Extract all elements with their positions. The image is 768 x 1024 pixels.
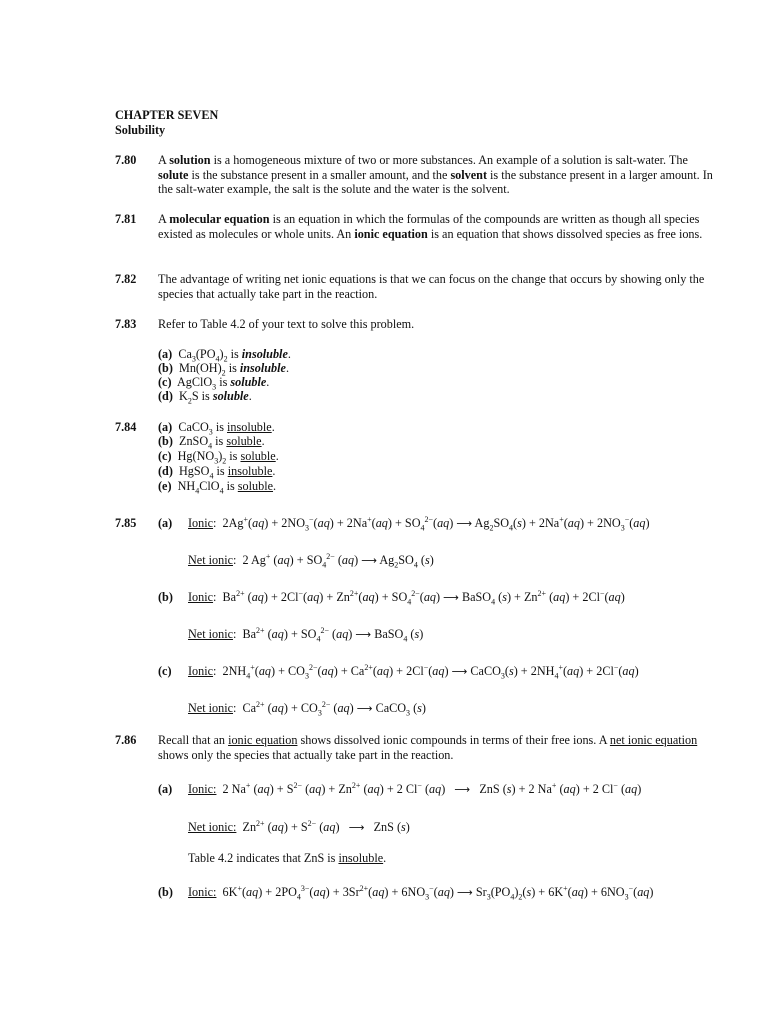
problem-text: A solution is a homogeneous mixture of two or more substances. An example of a solution is salt-water. The solute is the substance present in a smaller amount, and the solvent is the substance present in a larger amount. In the salt-water example, the salt is the solute and the water is the solvent. [158,153,713,196]
problem-number: 7.84 [115,420,137,434]
problem-text: Recall that an ionic equation shows dissolved ionic compounds in terms of their free ions. A net ionic equation shows only the species that actually take part in the reaction. [158,733,698,762]
problem-text: The advantage of writing net ionic equations is that we can focus on the change that occurs by showing only the species that actually take part in the reaction. [158,272,705,301]
answer-item: (b) $Mn(OH)_2$ is insoluble. [158,361,289,378]
ionic-equation: Ionic: $2NH_4^+(aq) + CO_3^{2-}(aq) + Ca^{2+}(aq) + 2Cl^-(aq)$ ⟶ CaCO$_3$(s) + $2NH_4^+(aq) + 2Cl^-(aq)$ [188,662,639,681]
problem-number: 7.85 [115,516,137,530]
part-label: (c) [158,664,172,678]
answer-item: (e) $NH_4ClO_4$ is soluble. [158,479,277,496]
problem-number: 7.82 [115,272,137,286]
answer-item: (c) AgClO$_3$ is soluble. [158,375,270,392]
ionic-equation: Ionic: 2 Na+ $(aq) + S^{2-}$ $(aq) + Zn^{2+}$ (aq) + 2 Cl− (aq) ⟶ ZnS (s) + 2 Na+ (aq) + 2 Cl− (aq) [188,780,642,796]
problem-number: 7.81 [115,212,137,226]
problem-number: 7.86 [115,733,137,747]
answer-item: (c) $Hg(NO_3)_2$ is soluble. [158,449,279,466]
ionic-equation: Ionic: $2Ag^+(aq) + 2NO_3^-(aq) + 2Na^+(aq) + SO_4^{2-}(aq)$ ⟶ $Ag_2SO_4(s) + 2Na^+(aq) + 2NO_3^-(aq)$ [188,514,650,533]
net-ionic-equation: Net ionic: $Ca^{2+}$ $(aq) + CO_3^{2-}$ (aq) ⟶ CaCO$_3$ (s) [188,699,426,718]
problem-text: Refer to Table 4.2 of your text to solve this problem. [158,317,415,331]
problem-number: 7.80 [115,153,137,167]
net-ionic-equation: Net ionic: 2 Ag+ $(aq) + SO_4^{2-}$ (aq) ⟶ $Ag_2SO_4$ (s) [188,551,434,570]
answer-item: (d) HgSO$_4$ is insoluble. [158,464,276,481]
part-label: (b) [158,590,173,604]
problem-number: 7.83 [115,317,137,331]
ionic-equation: Ionic: $Ba^{2+}$ $(aq) + 2Cl^-(aq) + Zn^{2+}(aq) + SO_4^{2-}(aq)$ ⟶ BaSO$_4$ $(s) + Zn^{2+}$ (aq) + 2Cl−(aq) [188,588,625,607]
part-label: (a) [158,516,173,530]
ionic-equation: Ionic: $6K^+(aq) + 2PO_4^{3-}(aq) + 3Sr^{2+}(aq) + 6NO_3^-(aq)$ ⟶ $Sr_3(PO_4)_2(s) + 6K^+(aq) + 6NO_3^-(aq)$ [188,883,654,902]
answer-item: (b) ZnSO$_4$ is soluble. [158,434,265,451]
answer-item: (a) CaCO$_3$ is insoluble. [158,420,275,437]
note-text: Table 4.2 indicates that ZnS is insoluble. [188,851,387,865]
answer-item: (a) $Ca_3(PO_4)_2$ is insoluble. [158,347,291,364]
chapter-subtitle: Solubility [115,123,166,137]
net-ionic-equation: Net ionic: $Zn^{2+}$ $(aq) + S^{2-}$ (aq) ⟶ ZnS (s) [188,818,410,834]
chapter-title: CHAPTER SEVEN [115,108,219,122]
answer-item: (d) $K_2S$ is soluble. [158,389,252,406]
net-ionic-equation: Net ionic: $Ba^{2+}$ $(aq) + SO_4^{2-}$ (aq) ⟶ BaSO$_4$ (s) [188,625,424,644]
part-label: (b) [158,885,173,899]
part-label: (a) [158,782,173,796]
problem-text: A molecular equation is an equation in which the formulas of the compounds are written as though all species existed as molecules or whole units. An ionic equation is an equation that shows dissolved species as free ions. [158,212,703,241]
